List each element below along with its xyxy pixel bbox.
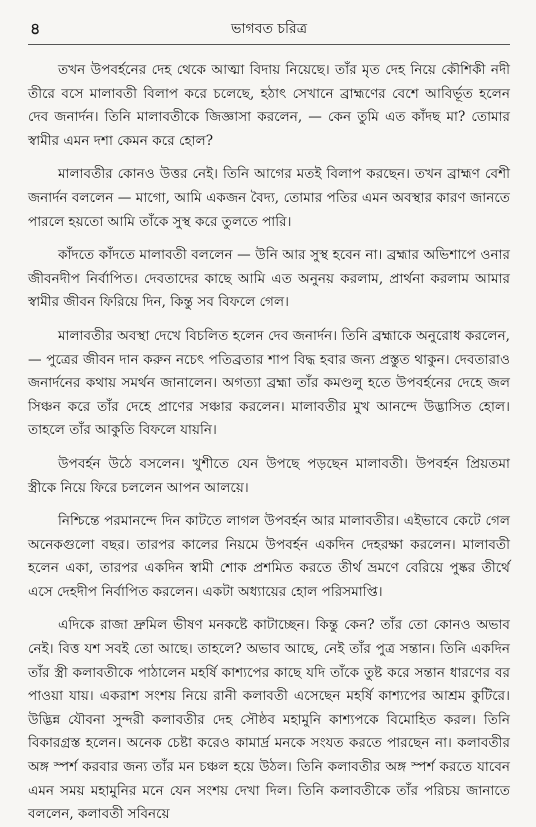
- paragraph: উপবর্হন উঠে বসলেন। খুশীতে যেন উপছে পড়ছেন মালাবতী। উপবর্হন প্রিয়তমা স্ত্রীকে নিয়ে ফিরে চললেন আপন আলয়ে।: [28, 455, 510, 496]
- paragraph: এদিকে রাজা দ্রুমিল ভীষণ মনকষ্টে কাটাচ্ছেন। কিন্তু কেন? তাঁর তো কোনও অভাব নেই। বিত্ত যশ সবই তো আছে। তাহলে? অভাব আছে, নেই তাঁর পুত্র সন্তান। তিনি একদিন তাঁর স্ত্রী কলাবতীকে পাঠালেন মহর্ষি কাশ্যপের কাছে যদি তাঁকে তুষ্ট করে সন্তান ধারণের বর পাওয়া যায়। একরাশ সংশয় নিয়ে রানী কলাবতী এসেছেন মহর্ষি কাশ্যপের আশ্রম কুটিরে। উদ্ভিন্ন যৌবনা সুন্দরী কলাবতীর দেহ সৌষ্ঠব মহামুনি কাশ্যপকে বিমোহিত করল। তিনি বিকারগ্রস্ত হলেন। অনেক চেষ্টা করেও কামার্দ্র মনকে সংযত করতে পারছেন না। কলাবতীর অঙ্গ স্পর্শ করবার জন্য তাঁর মন চঞ্চল হয়ে উঠল। তিনি কলাবতীর অঙ্গ স্পর্শ করতে যাবেন এমন সময় মহামুনির মনে যেন সংশয় দেখা দিল। তিনি কলাবতীকে তাঁর পরিচয় জানাতে বললেন, কলাবতী সবিনয়ে: [28, 617, 510, 823]
- paragraph: কাঁদতে কাঁদতে মালাবতী বললেন — উনি আর সুস্থ হবেন না। ব্রহ্মার অভিশাপে ওনার জীবনদীপ নির্বাপিত। দেবতাদের কাছে আমি এত অনুনয় করলাম, প্রার্থনা করলাম আমার স্বামীর জীবন ফিরিয়ে দিন, কিন্তু সব বিফলে গেল।: [28, 247, 510, 311]
- paragraph: নিশ্চিন্তে পরমানন্দে দিন কাটতে লাগল উপবর্হন আর মালাবতীর। এইভাবে কেটে গেল অনেকগুলো বছর। তারপর কালের নিয়মে উপবর্হন একদিন দেহরক্ষা করলেন। মালাবতী হলেন একা, তারপর একদিন স্বামী শোক প্রশমিত করতে তীর্থ ভ্রমণে বেরিয়ে পুষ্কর তীর্থে এসে দেহদীপ নির্বাপিত করলেন। একটা অধ্যায়ের হোল পরিসমাপ্তি।: [28, 513, 510, 600]
- page-header: [28, 16, 510, 45]
- paragraph: মালাবতীর অবস্থা দেখে বিচলিত হলেন দেব জনার্দন। তিনি ব্রহ্মাকে অনুরোধ করলেন, — পুত্রের জীবন দান করুন নচেৎ পতিব্রতার শাপ বিদ্ধ হবার জন্য প্রস্তুত থাকুন। দেবতারাও জনার্দনের কথায় সমর্থন জানালেন। অগত্যা ব্রহ্মা তাঁর কমণ্ডলু হতে উপবর্হনের দেহে জল সিঞ্চন করে তাঁর দেহে প্রাণের সঞ্চার করলেন। মালাবতীর মুখ আনন্দে উদ্ভাসিত হোল। তাহলে তাঁর আকুতি বিফলে যায়নি।: [28, 327, 510, 439]
- paragraph: মালাবতীর কোনও উত্তর নেই। তিনি আগের মতই বিলাপ করছেন। তখন ব্রাহ্মণ বেশী জনার্দন বললেন — মাগো, আমি একজন বৈদ্য, তোমার পতির এমন অবস্থার কারণ জানতে পারলে হয়তো আমি তাঁকে সুস্থ করে তুলতে পারি।: [28, 166, 510, 230]
- paragraph: তখন উপবর্হনের দেহ থেকে আত্মা বিদায় নিয়েছে। তাঁর মৃত দেহ নিয়ে কৌশিকী নদী তীরে বসে মালাবতী বিলাপ করে চলেছে, হঠাৎ সেখানে ব্রাহ্মণের বেশে আবির্ভূত হলেন দেব জনার্দন। তিনি মালাবতীকে জিজ্ঞাসা করলেন, — কেন তুমি এত কাঁদছ মা? তোমার স্বামীর এমন দশা কেমন করে হোল?: [28, 62, 510, 149]
- page-number: ৪: [30, 19, 41, 38]
- body-text: [28, 59, 510, 827]
- running-title: ভাগবত চরিত্র: [231, 21, 307, 37]
